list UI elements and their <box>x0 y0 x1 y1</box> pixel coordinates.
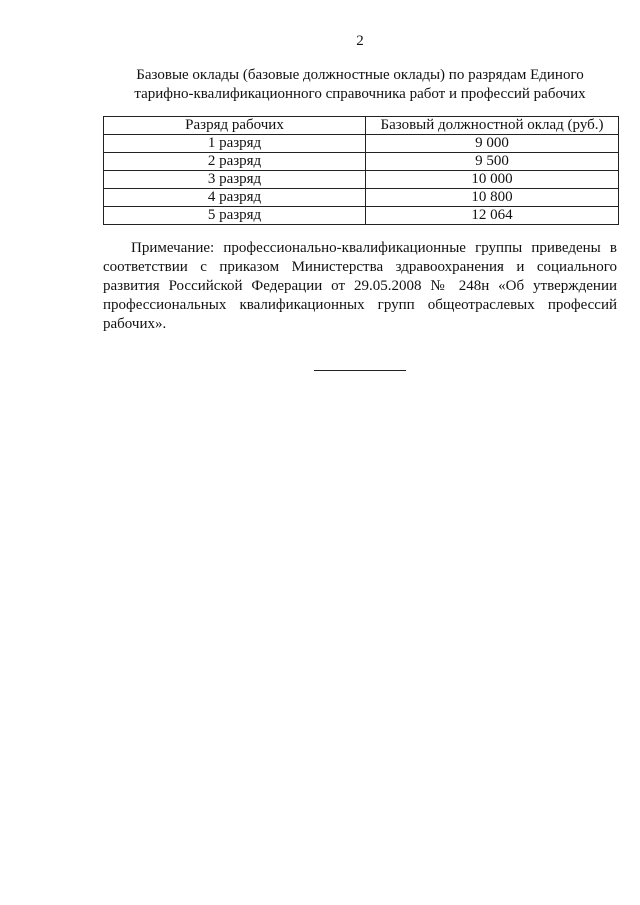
salary-cell: 10 000 <box>366 171 619 189</box>
salary-cell: 9 000 <box>366 135 619 153</box>
grade-cell: 5 разряд <box>104 207 366 225</box>
table-header-row <box>104 117 619 135</box>
salary-cell: 9 500 <box>366 153 619 171</box>
title-line-1: Базовые оклады (базовые должностные оклады) по разрядам Единого <box>136 67 584 83</box>
column-header-grade: Разряд рабочих <box>104 117 366 135</box>
salary-cell: 12 064 <box>366 207 619 225</box>
end-separator-line <box>314 370 406 371</box>
table-row <box>104 171 619 189</box>
page-number: 2 <box>356 33 364 49</box>
grade-cell: 1 разряд <box>104 135 366 153</box>
title-line-2: тарифно-квалификационного справочника работ и профессий рабочих <box>134 86 586 102</box>
grade-cell: 2 разряд <box>104 153 366 171</box>
table-row <box>104 189 619 207</box>
grade-cell: 3 разряд <box>104 171 366 189</box>
column-header-salary: Базовый должностной оклад (руб.) <box>366 117 619 135</box>
table-row <box>104 153 619 171</box>
salary-cell: 10 800 <box>366 189 619 207</box>
note-paragraph: Примечание: профессионально-квалификационные группы приведены в соответствии с приказом Министерства здравоохранения и социального развития Российской Федерации от 29.05.2008 № 248н «Об утверждении профессиональных квалификационных групп общеотраслевых профессий рабочих». <box>103 240 617 332</box>
document-title <box>100 66 620 104</box>
salary-table <box>103 116 619 225</box>
table-row <box>104 135 619 153</box>
grade-cell: 4 разряд <box>104 189 366 207</box>
table-row <box>104 207 619 225</box>
